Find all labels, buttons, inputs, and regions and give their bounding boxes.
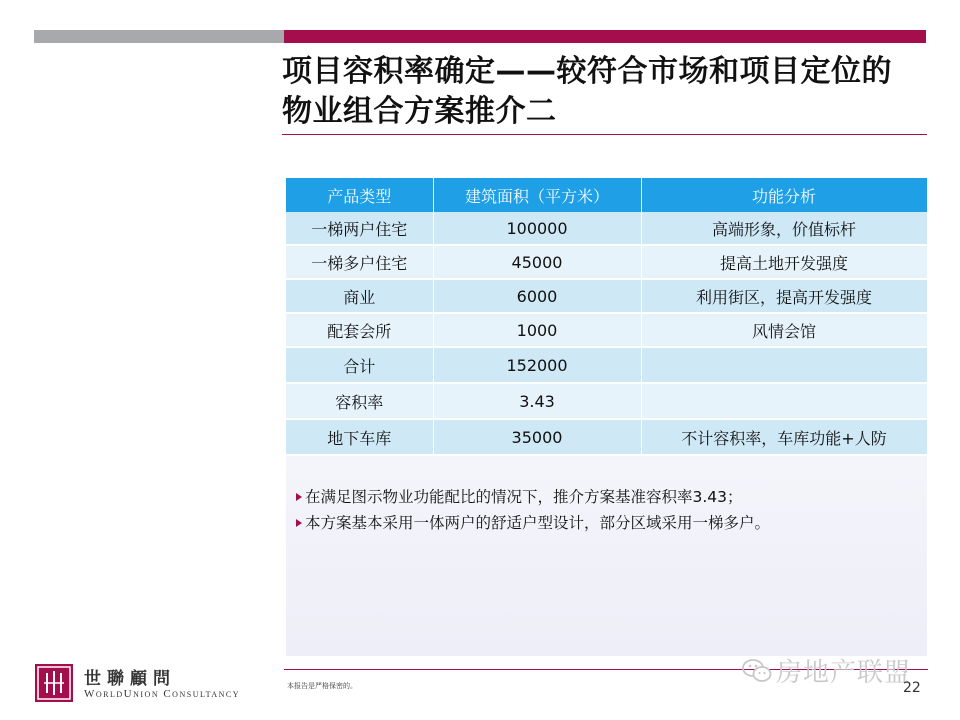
triangle-bullet-icon — [296, 493, 302, 501]
product-mix-table — [286, 178, 928, 456]
cell-floor-area: 1000 — [433, 313, 641, 347]
cell-function: 提高土地开发强度 — [641, 245, 927, 279]
slide-title-line1: 项目容积率确定——较符合市场和项目定位的 — [282, 54, 892, 89]
cell-floor-area: 152000 — [433, 347, 641, 383]
bullet-text: 本方案基本采用一体两户的舒适户型设计，部分区域采用一梯多户。 — [305, 514, 771, 532]
cell-floor-area: 6000 — [433, 279, 641, 313]
cell-floor-area: 3.43 — [433, 383, 641, 419]
cell-product-type: 商业 — [286, 279, 433, 313]
cell-function — [641, 383, 927, 419]
watermark-text: 房地产联盟 — [776, 658, 912, 688]
cell-function: 不计容积率，车库功能+人防 — [641, 419, 927, 455]
table-row-far — [286, 383, 927, 419]
bullet-list — [296, 484, 926, 536]
cell-product-type: 一梯多户住宅 — [286, 245, 433, 279]
table-row — [286, 279, 927, 313]
cell-floor-area: 35000 — [433, 419, 641, 455]
table-row-total — [286, 347, 927, 383]
slide-title — [282, 52, 932, 132]
cell-function: 高端形象，价值标杆 — [641, 212, 927, 245]
company-logo-icon — [35, 664, 73, 702]
company-name-cn: 世聯顧問 — [84, 669, 176, 689]
slide-title-line2: 物业组合方案推介二 — [282, 94, 557, 129]
watermark — [742, 652, 911, 689]
page-number: 22 — [903, 680, 921, 696]
cell-product-type: 配套会所 — [286, 313, 433, 347]
title-divider — [282, 134, 927, 135]
bullet-text: 在满足图示物业功能配比的情况下，推介方案基准容积率3.43； — [305, 488, 743, 506]
header-floor-area: 建筑面积（平方米） — [433, 178, 641, 212]
list-item — [296, 510, 926, 536]
cell-product-type: 地下车库 — [286, 419, 433, 455]
header-band-grey — [34, 30, 284, 43]
cell-function — [641, 347, 927, 383]
table-header-row — [286, 178, 927, 212]
confidential-note: 本报告是严格保密的。 — [287, 682, 357, 690]
cell-product-type: 合计 — [286, 347, 433, 383]
triangle-bullet-icon — [296, 519, 302, 527]
table-row — [286, 313, 927, 347]
wechat-icon — [742, 658, 772, 684]
cell-product-type: 一梯两户住宅 — [286, 212, 433, 245]
list-item — [296, 484, 926, 510]
header-product-type: 产品类型 — [286, 178, 433, 212]
cell-floor-area: 100000 — [433, 212, 641, 245]
table-row — [286, 419, 927, 455]
cell-function: 风情会馆 — [641, 313, 927, 347]
cell-function: 利用街区，提高开发强度 — [641, 279, 927, 313]
table-row — [286, 212, 927, 245]
table-row — [286, 245, 927, 279]
company-name-en: WorldUnion Consultancy — [84, 688, 241, 700]
header-function: 功能分析 — [641, 178, 927, 212]
cell-product-type: 容积率 — [286, 383, 433, 419]
cell-floor-area: 45000 — [433, 245, 641, 279]
header-band-accent — [284, 30, 926, 43]
